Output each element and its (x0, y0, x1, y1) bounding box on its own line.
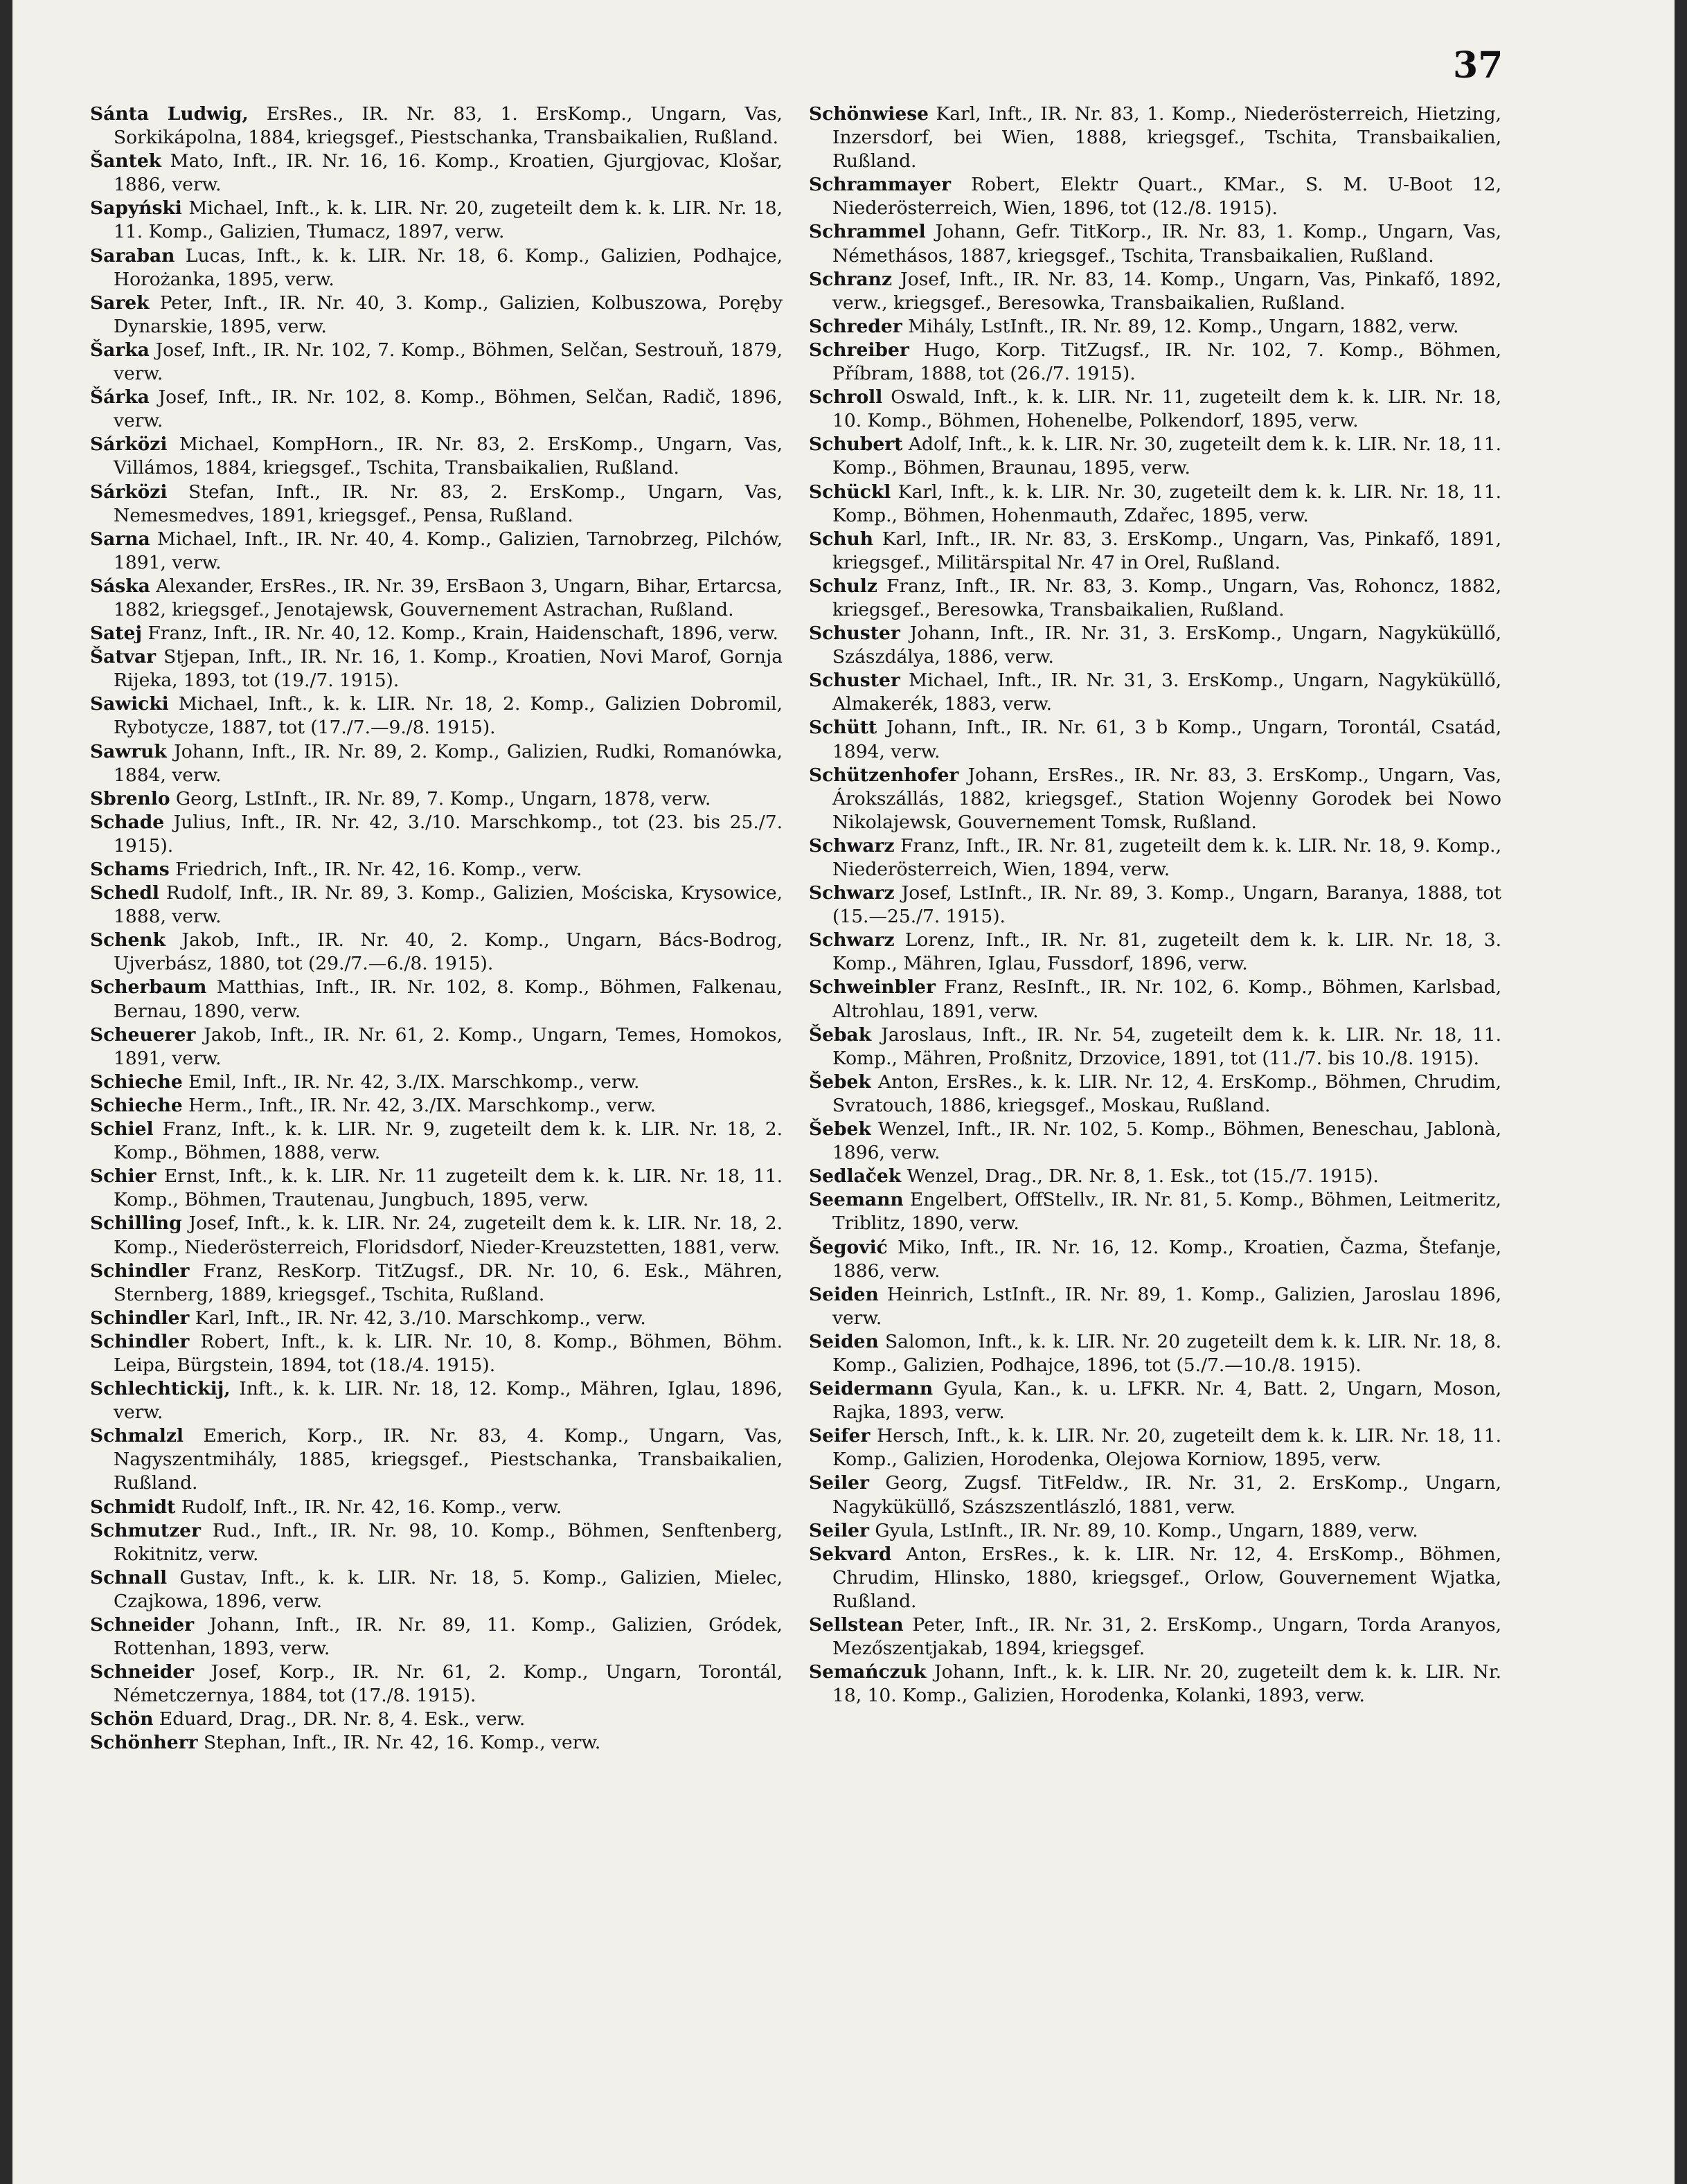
entry-details: Miko, Inft., IR. Nr. 16, 12. Komp., Kroatien, Čazma, Štefanje, 1886, verw. (832, 1236, 1501, 1282)
register-entry (90, 433, 783, 480)
register-entry (809, 1118, 1501, 1165)
entry-details: Anton, ErsRes., k. k. LIR. Nr. 12, 4. ErsKomp., Böhmen, Chrudim, Hlinsko, 1880, kriegsgef., Orlow, Gouvernement Wjatka, Rußland. (832, 1543, 1501, 1612)
register-entry (90, 102, 783, 150)
entry-surname: Sarna (90, 528, 150, 550)
entry-details: Wenzel, Inft., IR. Nr. 102, 5. Komp., Böhmen, Beneschau, Jablonà, 1896, verw. (832, 1118, 1501, 1164)
entry-details: Salomon, Inft., k. k. LIR. Nr. 20 zugeteilt dem k. k. LIR. Nr. 18, 8. Komp., Galizien, Podhajce, 1896, tot (5./7.—10./8. 1915). (832, 1330, 1501, 1376)
register-entry (809, 433, 1501, 480)
register-entry (90, 881, 783, 929)
entry-details: Franz, Inft., IR. Nr. 40, 12. Komp., Krain, Haidenschaft, 1896, verw. (142, 623, 778, 645)
entry-surname: Schade (90, 811, 165, 833)
entry-surname: Šegović (809, 1236, 888, 1258)
entry-surname: Schönwiese (809, 103, 929, 125)
entry-surname: Seemann (809, 1189, 904, 1211)
entry-surname: Schindler (90, 1307, 190, 1329)
entry-details: Peter, Inft., IR. Nr. 31, 2. ErsKomp., Ungarn, Torda Aranyos, Mezőszentjakab, 1894, kriegsgef. (832, 1614, 1501, 1660)
register-entry (90, 1094, 783, 1118)
entry-details: Gustav, Inft., k. k. LIR. Nr. 18, 5. Komp., Galizien, Mielec, Czajkowa, 1896, verw. (114, 1566, 783, 1612)
register-entry (90, 811, 783, 858)
entry-details: Josef, Inft., IR. Nr. 83, 14. Komp., Ungarn, Vas, Pinkafő, 1892, verw., kriegsgef., Beresowka, Transbaikalien, Rußland. (832, 268, 1501, 314)
entry-details: Johann, Gefr. TitKorp., IR. Nr. 83, 1. Komp., Ungarn, Vas, Némethásos, 1887, kriegsgef., Tschita, Transbaikalien, Rußland. (832, 221, 1501, 267)
entry-surname: Schulz (809, 575, 877, 597)
register-entry (90, 1661, 783, 1708)
entry-surname: Schrammel (809, 221, 926, 243)
register-entry (809, 268, 1501, 315)
register-entry (90, 150, 783, 197)
register-entry (90, 1424, 783, 1495)
entry-surname: Šarka (90, 339, 150, 361)
entry-details: ErsRes., IR. Nr. 83, 1. ErsKomp., Ungarn, Vas, Sorkikápolna, 1884, kriegsgef., Piestschanka, Transbaikalien, Rußland. (114, 103, 783, 149)
entry-details: Mato, Inft., IR. Nr. 16, 16. Komp., Kroatien, Gjurgjovac, Klošar, 1886, verw. (114, 150, 783, 196)
entry-surname: Satej (90, 623, 142, 645)
entry-surname: Schreiber (809, 339, 909, 361)
entry-details: Mihály, LstInft., IR. Nr. 89, 12. Komp., Ungarn, 1882, verw. (902, 315, 1459, 337)
register-entry (809, 834, 1501, 881)
register-entry (90, 645, 783, 692)
entry-details: Johann, ErsRes., IR. Nr. 83, 3. ErsKomp., Ungarn, Vas, Árokszállás, 1882, kriegsgef., Station Wojenny Gorodek bei Nowo Nikolajewsk, Gouvernement Tomsk, Rußland. (832, 764, 1501, 833)
entry-details: Robert, Inft., k. k. LIR. Nr. 10, 8. Komp., Böhmen, Böhm. Leipa, Bürgstein, 1894, tot (18./4. 1915). (114, 1330, 783, 1376)
register-entry (90, 1260, 783, 1307)
entry-surname: Schweinbler (809, 976, 936, 999)
register-entry (809, 1023, 1501, 1071)
register-entry (809, 1424, 1501, 1471)
entry-surname: Sellstean (809, 1614, 904, 1636)
entry-surname: Šebek (809, 1118, 871, 1140)
entry-details: Oswald, Inft., k. k. LIR. Nr. 11, zugeteilt dem k. k. LIR. Nr. 18, 10. Komp., Böhmen, Hohenelbe, Polkendorf, 1895, verw. (832, 386, 1501, 432)
register-entry (90, 481, 783, 528)
entry-details: Josef, Inft., IR. Nr. 102, 7. Komp., Böhmen, Selčan, Sestrouň, 1879, verw. (114, 339, 783, 385)
register-entry (809, 220, 1501, 267)
register-entry (90, 692, 783, 740)
entry-surname: Sbrenlo (90, 787, 170, 809)
register-entry (809, 669, 1501, 716)
entry-details: Julius, Inft., IR. Nr. 42, 3./10. Marschkomp., tot (23. bis 25./7. 1915). (114, 811, 783, 857)
register-entry (90, 1071, 783, 1094)
register-entry (90, 976, 783, 1023)
register-entry (809, 1283, 1501, 1330)
entry-details: Emil, Inft., IR. Nr. 42, 3./IX. Marschkomp., verw. (182, 1071, 640, 1093)
entry-details: Michael, Inft., IR. Nr. 40, 4. Komp., Galizien, Tarnobrzeg, Pilchów, 1891, verw. (114, 528, 783, 573)
entry-details: Stjepan, Inft., IR. Nr. 16, 1. Komp., Kroatien, Novi Marof, Gornja Rijeka, 1893, tot (19./7. 1915). (114, 646, 783, 692)
entry-details: Stephan, Inft., IR. Nr. 42, 16. Komp., verw. (197, 1732, 601, 1754)
entry-surname: Šebek (809, 1071, 871, 1093)
register-entry (809, 315, 1501, 339)
register-entry (90, 929, 783, 976)
register-entry (809, 1188, 1501, 1235)
entry-surname: Šárka (90, 386, 150, 409)
entry-surname: Sáska (90, 575, 150, 597)
entry-surname: Schmidt (90, 1496, 176, 1518)
register-entry (809, 976, 1501, 1023)
document-page (12, 0, 1675, 2184)
entry-surname: Schedl (90, 882, 159, 904)
register-entry (90, 1118, 783, 1165)
entry-surname: Sawicki (90, 693, 169, 715)
entry-surname: Schückl (809, 481, 891, 503)
entry-details: Johann, Inft., IR. Nr. 89, 2. Komp., Galizien, Rudki, Romanówka, 1884, verw. (114, 740, 783, 786)
entry-surname: Schuster (809, 623, 900, 645)
register-entry (90, 740, 783, 787)
entry-details: Johann, Inft., IR. Nr. 61, 3 b Komp., Ungarn, Torontál, Csatád, 1894, verw. (832, 717, 1501, 762)
entry-details: Georg, Zugsf. TitFeldw., IR. Nr. 31, 2. ErsKomp., Ungarn, Nagyküküllő, Szászszentlászló, 1881, verw. (832, 1472, 1501, 1518)
entry-details: Franz, Inft., IR. Nr. 81, zugeteilt dem k. k. LIR. Nr. 18, 9. Komp., Niederösterreich, Wien, 1894, verw. (832, 834, 1501, 880)
entry-surname: Šantek (90, 150, 162, 172)
entry-surname: Schwarz (809, 834, 895, 857)
entry-details: Josef, Korp., IR. Nr. 61, 2. Komp., Ungarn, Torontál, Németczernya, 1884, tot (17./8. 1915). (114, 1661, 783, 1707)
register-entry (90, 292, 783, 339)
entry-details: Johann, Inft., IR. Nr. 89, 11. Komp., Galizien, Gródek, Rottenhan, 1893, verw. (114, 1614, 783, 1660)
register-entry (809, 173, 1501, 220)
entry-surname: Šatvar (90, 646, 157, 668)
entry-surname: Sárközi (90, 433, 168, 456)
register-entry (809, 1543, 1501, 1613)
entry-surname: Schreder (809, 315, 902, 337)
entry-details: Josef, Inft., k. k. LIR. Nr. 24, zugeteilt dem k. k. LIR. Nr. 18, 2. Komp., Niederösterreich, Floridsdorf, Nieder-Kreuzstetten, 1881, verw. (114, 1212, 783, 1258)
register-entry (809, 881, 1501, 929)
entry-details: Michael, Inft., IR. Nr. 31, 3. ErsKomp., Ungarn, Nagyküküllő, Almakerék, 1883, verw. (832, 670, 1501, 715)
register-entry (809, 1165, 1501, 1188)
entry-surname: Sarek (90, 292, 150, 314)
entry-surname: Schmutzer (90, 1519, 201, 1541)
entry-surname: Sapyński (90, 197, 182, 220)
register-entry (809, 764, 1501, 834)
entry-details: Emerich, Korp., IR. Nr. 83, 4. Komp., Ungarn, Vas, Nagyszentmihály, 1885, kriegsgef., Piestschanka, Transbaikalien, Rußland. (114, 1425, 783, 1494)
entry-surname: Sekvard (809, 1543, 892, 1565)
entry-surname: Schenk (90, 929, 166, 951)
register-entry (90, 1731, 783, 1755)
entry-surname: Schön (90, 1708, 154, 1730)
entry-surname: Schams (90, 859, 170, 880)
entry-surname: Schwarz (809, 929, 895, 951)
entry-details: Franz, Inft., IR. Nr. 83, 3. Komp., Ungarn, Vas, Rohoncz, 1882, kriegsgef., Beresowka, Transbaikalien, Rußland. (832, 575, 1501, 620)
entry-details: Josef, LstInft., IR. Nr. 89, 3. Komp., Ungarn, Baranya, 1888, tot (15.—25./7. 1915). (832, 882, 1501, 928)
entry-details: Franz, Inft., k. k. LIR. Nr. 9, zugeteilt dem k. k. LIR. Nr. 18, 2. Komp., Böhmen, 1888, verw. (114, 1118, 783, 1164)
entry-details: Michael, Inft., k. k. LIR. Nr. 20, zugeteilt dem k. k. LIR. Nr. 18, 11. Komp., Galizien, Tłumacz, 1897, verw. (114, 197, 783, 243)
entry-details: Gyula, LstInft., IR. Nr. 89, 10. Komp., Ungarn, 1889, verw. (868, 1519, 1418, 1541)
entry-surname: Schneider (90, 1661, 195, 1683)
register-entry (809, 528, 1501, 575)
register-entry (90, 1023, 783, 1071)
entry-details: Wenzel, Drag., DR. Nr. 8, 1. Esk., tot (15./7. 1915). (901, 1165, 1379, 1188)
entry-surname: Scherbaum (90, 976, 207, 999)
entry-surname: Sánta Ludwig, (90, 103, 249, 125)
register-entry (90, 528, 783, 575)
entry-details: Georg, LstInft., IR. Nr. 89, 7. Komp., Ungarn, 1878, verw. (170, 787, 711, 809)
register-entry (809, 1071, 1501, 1118)
register-entry (809, 1377, 1501, 1424)
page-number: 37 (1453, 44, 1503, 87)
entry-details: Matthias, Inft., IR. Nr. 102, 8. Komp., Böhmen, Falkenau, Bernau, 1890, verw. (114, 976, 783, 1022)
entry-details: Rud., Inft., IR. Nr. 98, 10. Komp., Böhmen, Senftenberg, Rokitnitz, verw. (114, 1519, 783, 1565)
register-entry (90, 787, 783, 811)
register-entry (90, 858, 783, 881)
register-entry (90, 1377, 783, 1424)
entry-details: Engelbert, OffStellv., IR. Nr. 81, 5. Komp., Böhmen, Leitmeritz, Triblitz, 1890, verw. (832, 1189, 1501, 1235)
entry-details: Hugo, Korp. TitZugsf., IR. Nr. 102, 7. Komp., Böhmen, Příbram, 1888, tot (26./7. 1915). (832, 339, 1501, 385)
entry-surname: Schuh (809, 528, 874, 550)
entry-details: Gyula, Kan., k. u. LFKR. Nr. 4, Batt. 2, Ungarn, Moson, Rajka, 1893, verw. (832, 1378, 1501, 1424)
register-entry (809, 386, 1501, 433)
entry-details: Michael, KompHorn., IR. Nr. 83, 2. ErsKomp., Ungarn, Vas, Villámos, 1884, kriegsgef., Tschita, Transbaikalien, Rußland. (114, 433, 783, 479)
entry-details: Alexander, ErsRes., IR. Nr. 39, ErsBaon 3, Ungarn, Bihar, Ertarcsa, 1882, kriegsgef., Jenotajewsk, Gouvernement Astrachan, Rußland. (114, 575, 783, 620)
entry-surname: Schranz (809, 268, 892, 290)
entry-details: Karl, Inft., IR. Nr. 83, 3. ErsKomp., Ungarn, Vas, Pinkafő, 1891, kriegsgef., Militärspital Nr. 47 in Orel, Rußland. (832, 528, 1501, 573)
entry-surname: Schindler (90, 1330, 190, 1352)
register-entry (809, 622, 1501, 669)
register-entry (90, 1307, 783, 1330)
entry-details: Stefan, Inft., IR. Nr. 83, 2. ErsKomp., Ungarn, Vas, Nemesmedves, 1891, kriegsgef., Pensa, Rußland. (114, 481, 783, 526)
entry-surname: Schönherr (90, 1732, 198, 1754)
entry-details: Johann, Inft., IR. Nr. 31, 3. ErsKomp., Ungarn, Nagyküküllő, Szászdálya, 1886, verw. (832, 623, 1501, 668)
entry-surname: Saraban (90, 244, 175, 267)
entry-surname: Semańczuk (809, 1661, 927, 1683)
entry-details: Rudolf, Inft., IR. Nr. 42, 16. Komp., verw. (175, 1496, 562, 1518)
entry-surname: Schier (90, 1165, 157, 1188)
entry-details: Inft., k. k. LIR. Nr. 18, 12. Komp., Mähren, Iglau, 1896, verw. (114, 1378, 783, 1424)
entry-details: Karl, Inft., IR. Nr. 42, 3./10. Marschkomp., verw. (189, 1307, 646, 1329)
entry-details: Jakob, Inft., IR. Nr. 40, 2. Komp., Ungarn, Bács-Bodrog, Ujverbász, 1880, tot (29./7.—6./8. 1915). (114, 929, 783, 975)
entry-details: Karl, Inft., k. k. LIR. Nr. 30, zugeteilt dem k. k. LIR. Nr. 18, 11. Komp., Böhmen, Hohenmauth, Zdařec, 1895, verw. (832, 481, 1501, 526)
left-column (90, 102, 783, 2138)
entry-details: Ernst, Inft., k. k. LIR. Nr. 11 zugeteilt dem k. k. LIR. Nr. 18, 11. Komp., Böhmen, Trautenau, Jungbuch, 1895, verw. (114, 1165, 783, 1211)
entry-surname: Schieche (90, 1071, 183, 1093)
entry-details: Peter, Inft., IR. Nr. 40, 3. Komp., Galizien, Kolbuszowa, Poręby Dynarskie, 1895, verw. (114, 292, 783, 337)
entry-surname: Sedlaček (809, 1165, 902, 1188)
entry-surname: Schuster (809, 670, 900, 692)
entry-surname: Schroll (809, 386, 883, 409)
entry-surname: Schilling (90, 1212, 182, 1235)
entry-surname: Schubert (809, 433, 903, 456)
register-entry (809, 1613, 1501, 1661)
entry-details: Robert, Elektr Quart., KMar., S. M. U-Boot 12, Niederösterreich, Wien, 1896, tot (12./8. 1915). (832, 174, 1501, 220)
entry-details: Hersch, Inft., k. k. LIR. Nr. 20, zugeteilt dem k. k. LIR. Nr. 18, 11. Komp., Galizien, Horodenka, Olejowa Korniow, 1895, verw. (832, 1425, 1501, 1471)
entry-details: Heinrich, LstInft., IR. Nr. 89, 1. Komp., Galizien, Jaroslau 1896, verw. (832, 1283, 1501, 1329)
entry-surname: Seiler (809, 1472, 869, 1494)
entry-surname: Seiler (809, 1519, 869, 1541)
entry-surname: Scheuerer (90, 1023, 196, 1046)
entry-details: Herm., Inft., IR. Nr. 42, 3./IX. Marschkomp., verw. (182, 1094, 657, 1116)
entry-surname: Seidermann (809, 1378, 934, 1400)
entry-details: Karl, Inft., IR. Nr. 83, 1. Komp., Niederösterreich, Hietzing, Inzersdorf, bei Wien, 1888, kriegsgef., Tschita, Transbaikalien, Rußland. (832, 103, 1501, 172)
register-entry (809, 481, 1501, 528)
entry-surname: Sárközi (90, 481, 168, 503)
entry-surname: Schrammayer (809, 174, 952, 196)
register-entry (90, 1330, 783, 1377)
entry-surname: Schiel (90, 1118, 154, 1140)
register-entry (809, 1519, 1501, 1543)
register-entry (90, 1613, 783, 1661)
entry-details: Franz, ResKorp. TitZugsf., DR. Nr. 10, 6. Esk., Mähren, Sternberg, 1889, kriegsgef., Tschita, Rußland. (114, 1260, 783, 1305)
entry-details: Adolf, Inft., k. k. LIR. Nr. 30, zugeteilt dem k. k. LIR. Nr. 18, 11. Komp., Böhmen, Braunau, 1895, verw. (832, 433, 1501, 479)
entry-details: Lorenz, Inft., IR. Nr. 81, zugeteilt dem k. k. LIR. Nr. 18, 3. Komp., Mähren, Iglau, Fussdorf, 1896, verw. (832, 929, 1501, 975)
register-entry (90, 1566, 783, 1613)
entry-details: Anton, ErsRes., k. k. LIR. Nr. 12, 4. ErsKomp., Böhmen, Chrudim, Svratouch, 1886, kriegsgef., Moskau, Rußland. (832, 1071, 1501, 1116)
entry-surname: Schindler (90, 1260, 190, 1282)
entry-details: Jaroslaus, Inft., IR. Nr. 54, zugeteilt dem k. k. LIR. Nr. 18, 11. Komp., Mähren, Proßnitz, Drzovice, 1891, tot (11./7. bis 10./8. 1915). (832, 1023, 1501, 1069)
register-entry (809, 339, 1501, 386)
entry-details: Jakob, Inft., IR. Nr. 61, 2. Komp., Ungarn, Temes, Homokos, 1891, verw. (114, 1023, 783, 1069)
register-entry (90, 339, 783, 386)
entry-details: Johann, Inft., k. k. LIR. Nr. 20, zugeteilt dem k. k. LIR. Nr. 18, 10. Komp., Galizien, Horodenka, Kolanki, 1893, verw. (832, 1661, 1501, 1707)
register-entry (90, 1212, 783, 1259)
entry-surname: Schützenhofer (809, 764, 959, 786)
entry-surname: Sawruk (90, 740, 167, 762)
entry-surname: Šebak (809, 1023, 872, 1046)
register-entry (809, 575, 1501, 622)
register-entry (90, 197, 783, 244)
register-entry (809, 1236, 1501, 1283)
entry-details: Friedrich, Inft., IR. Nr. 42, 16. Komp., verw. (169, 859, 582, 880)
register-entry (90, 1165, 783, 1212)
entry-details: Josef, Inft., IR. Nr. 102, 8. Komp., Böhmen, Selčan, Radič, 1896, verw. (114, 386, 783, 432)
register-entry (809, 1330, 1501, 1377)
entry-surname: Schwarz (809, 882, 895, 904)
register-entry (90, 622, 783, 645)
entry-details: Franz, ResInft., IR. Nr. 102, 6. Komp., Böhmen, Karlsbad, Altrohlau, 1891, verw. (832, 976, 1501, 1022)
entry-surname: Schneider (90, 1614, 195, 1636)
register-entry (809, 1661, 1501, 1708)
right-column (809, 102, 1501, 2138)
register-entry (90, 1708, 783, 1731)
entry-surname: Seiden (809, 1330, 879, 1352)
entry-surname: Seiden (809, 1283, 879, 1305)
entry-surname: Schnall (90, 1566, 168, 1588)
entry-surname: Schmalzl (90, 1425, 184, 1447)
register-entry (90, 244, 783, 292)
entry-details: Eduard, Drag., DR. Nr. 8, 4. Esk., verw. (153, 1708, 526, 1730)
register-entry (809, 102, 1501, 173)
entry-details: Lucas, Inft., k. k. LIR. Nr. 18, 6. Komp., Galizien, Podhajce, Horożanka, 1895, verw. (114, 244, 783, 290)
entry-surname: Seifer (809, 1425, 871, 1447)
register-entry (90, 1496, 783, 1519)
entry-surname: Schieche (90, 1094, 183, 1116)
entry-details: Rudolf, Inft., IR. Nr. 89, 3. Komp., Galizien, Mościska, Krysowice, 1888, verw. (114, 882, 783, 928)
register-entry (809, 929, 1501, 976)
register-entry (809, 1471, 1501, 1519)
register-entry (90, 575, 783, 622)
register-entry (809, 716, 1501, 763)
register-entry (90, 1519, 783, 1566)
register-entry (90, 386, 783, 433)
entry-surname: Schlechtickij, (90, 1378, 231, 1400)
entry-surname: Schütt (809, 717, 877, 739)
entry-details: Michael, Inft., k. k. LIR. Nr. 18, 2. Komp., Galizien Dobromil, Rybotycze, 1887, tot (17./7.—9./8. 1915). (114, 693, 783, 739)
